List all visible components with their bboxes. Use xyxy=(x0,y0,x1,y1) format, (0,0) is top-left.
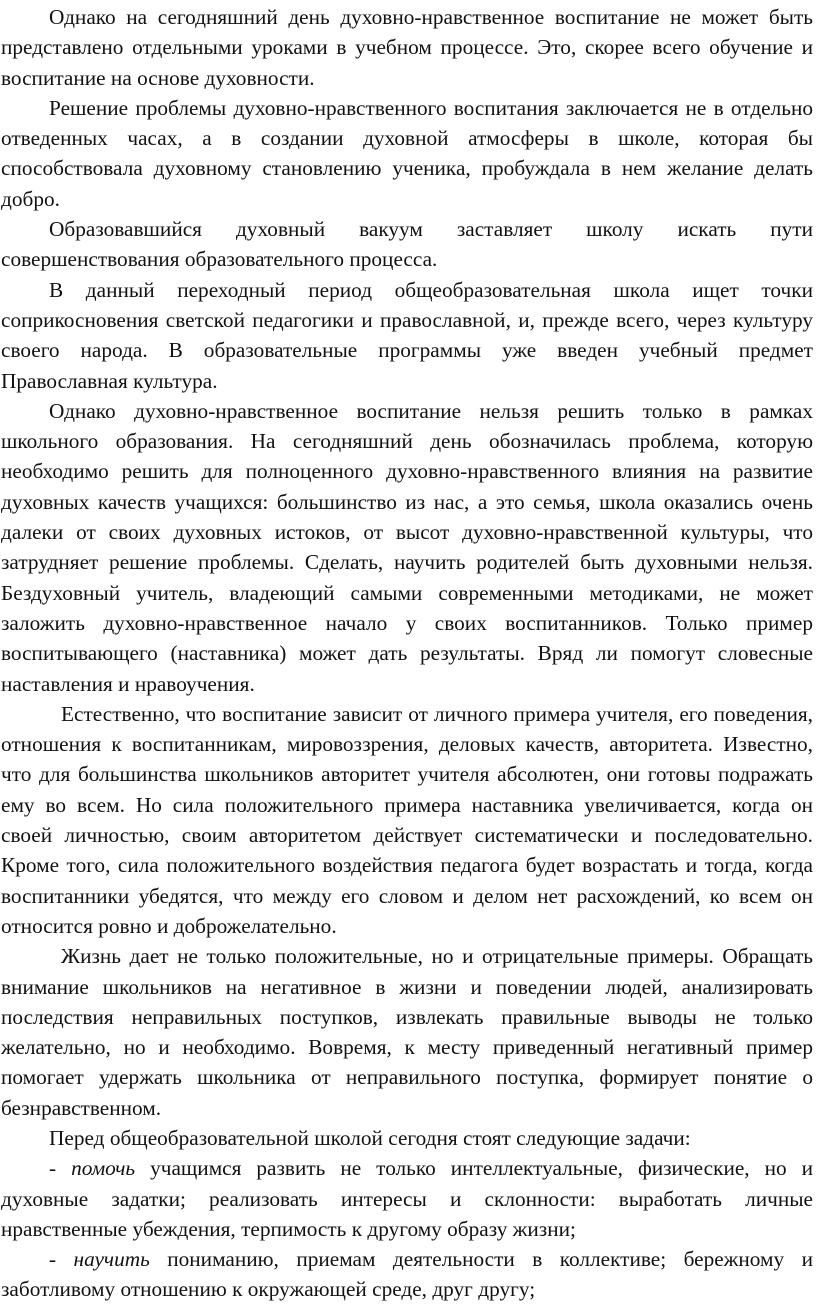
paragraph-2: Решение проблемы духовно-нравственного воспитания заключается не в отдельно отведенных часах, а в создании духовной атмосферы в школе, которая бы способствовала духовному становлению ученика, пробуждала в нем желание делать добро. xyxy=(1,95,813,211)
paragraph-8: Перед общеобразовательной школой сегодня стоят следующие задачи: xyxy=(49,1125,691,1150)
list-item xyxy=(1,1153,813,1244)
list-item-text: пониманию, приемам деятельности в коллективе; бережному и заботливому отношению к окружающей среде, друг другу; xyxy=(1,1247,813,1302)
list-item xyxy=(1,1244,813,1305)
paragraph-3: Образовавшийся духовный вакуум заставляет школу искать пути совершенствования образовательного процесса. xyxy=(1,217,813,272)
paragraph-7: Жизнь дает не только положительные, но и отрицательные примеры. Обращать внимание школьников на негативное в жизни и поведении людей, анализировать последствия неправильных поступков, извлекать правильные выводы не только желательно, но и необходимо. Вовремя, к месту приведенный негативный пример помогает удержать школьника от неправильного поступка, формирует понятие о безнравственном. xyxy=(1,944,813,1120)
list-item-text: учащимся развить не только интеллектуальные, физические, но и духовные задатки; реализовать интересы и склонности: выработать личные нравственные убеждения, терпимость к другому образу жизни; xyxy=(1,1156,814,1241)
list-item-lead: помочь xyxy=(71,1156,136,1181)
list-dash: - xyxy=(49,1156,72,1181)
paragraph-4: В данный переходный период общеобразовательная школа ищет точки соприкосновения светской педагогики и православной, и, прежде всего, через культуру своего народа. В образовательные программы уже введен учебный предмет Православная культура. xyxy=(1,277,813,393)
list-item-lead: научить xyxy=(73,1247,150,1272)
paragraph-5: Однако духовно-нравственное воспитание нельзя решить только в рамках школьного образования. На сегодняшний день обозначилась проблема, которую необходимо решить для полноценного духовно-нравственного влияния на развитие духовных качеств учащихся: большинство из нас, а это семья, школа оказались очень далеки от своих духовных истоков, от высот духовно-нравственной культуры, что затрудняет решение проблемы. Сделать, научить родителей быть духовными нельзя. Бездуховный учитель, владеющий самыми современными методиками, не может заложить духовно-нравственное начало у своих воспитанников. Только пример воспитывающего (наставника) может дать результаты. Вряд ли помогут словесные наставления и нравоучения. xyxy=(1,398,813,696)
paragraph-1: Однако на сегодняшний день духовно-нравственное воспитание не может быть представлено отдельными уроками в учебном процессе. Это, скорее всего обучение и воспитание на основе духовности. xyxy=(1,5,813,90)
list-dash: - xyxy=(49,1247,74,1272)
paragraph-6: Естественно, что воспитание зависит от личного примера учителя, его поведения, отношения к воспитанникам, мировоззрения, деловых качеств, авторитета. Известно, что для большинства школьников авторитет учителя абсолютен, они готовы подражать ему во всем. Но сила положительного примера наставника увеличивается, когда он своей личностью, своим авторитетом действует систематически и последовательно. Кроме того, сила положительного воздействия педагога будет возрастать и тогда, когда воспитанники убедятся, что между его словом и делом нет расхождений, ко всем он относится ровно и доброжелательно. xyxy=(1,701,813,938)
